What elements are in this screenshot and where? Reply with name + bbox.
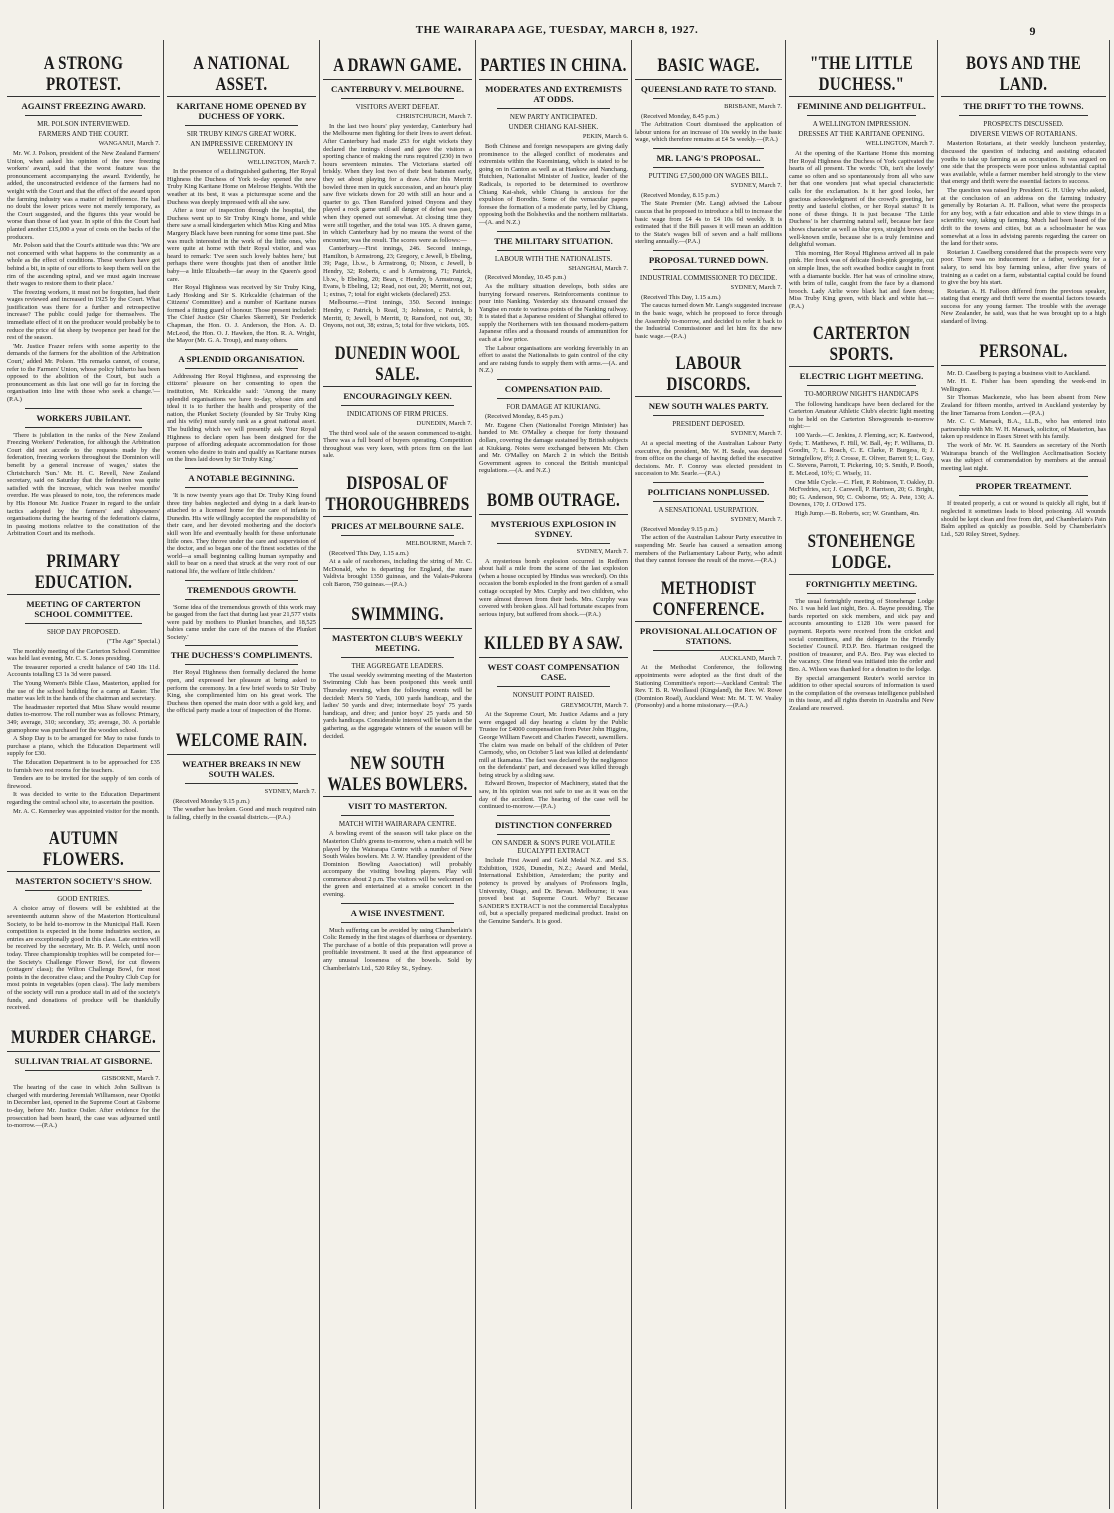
article-subhead: ELECTRIC LIGHT MEETING.	[799, 371, 924, 382]
divider	[497, 815, 610, 816]
article-paragraph: The Arbitration Court dismissed the application of labour unions for an increase of 10s weekly in the basic wage, which therefore remains at £4 5s weekly.—(P.A.)	[635, 121, 782, 144]
divider	[653, 482, 764, 483]
article-paragraph: The freezing workers, it must not be forgotten, had their wages reviewed and increased in 1925 by the Court. What justification was there for a further and retrospective increase? The public could judge for themselves. The immediate effect of it on the producer would probably be to reduce the price of fat sheep by twopence per head for the rest of the season.	[7, 288, 160, 342]
article-subhead: PROVISIONAL ALLOCATION OF STATIONS.	[639, 625, 778, 646]
article-paragraph: The monthly meeting of the Carterton School Committee was held last evening, Mr. C. S. Jones presiding.	[7, 647, 160, 663]
article-subhead: A SPLENDID ORGANISATION.	[178, 353, 305, 364]
article-paragraph: The usual weekly swimming meeting of the Masterton Swimming Club has been postponed this week until Thursday evening, when the following events will be decided: Men's 50 Yards, 100 yards handicap, and the ladies' 50 yards and dive; intermediate boys' 75 yards handicap, and dive; and junior boys' 25 yards and 50 yards handicaps. Considerable interest will be taken in the gathering, as the aggregate winners of the season will be decided.	[323, 671, 472, 740]
article-paragraph: At the opening of the Karitane Home this morning Her Royal Highness the Duchess of York captivated the hearts of all present. The words: 'Oh, isn't she lovely' came so often and so spontaneously from all who saw her that one wonders just what special characteristic calls for the exclamation. Is it her good looks, her gracious acknowledgment of the crowd's greeting, her pretty and tasteful clothes, or her Royal status? It is none of these things. It is just because 'The Little Duchess' is her charming natural self, because her face shows character as well as blue eyes, straight brows and well-known smile, because she is a truly feminine and delightful woman.	[789, 150, 934, 249]
article-paragraph: Her Royal Highness was received by Sir Truby King, Lady Hosking and Sir S. Kirkcaldie (chairman of the Citizens' Committee) and a number of Karitane nurses formed a fitting guard of honour. Those present included: The Chief Justice (Sir Charles Skerrett), Sir Frederick Chapman, the Hon. O. J. Anderson, the Hon. A. D. McLeod, the Hon. O. J. Hawken, the Hon. R. A. Wright, the Mayor (Mr. G. A. Troup), and many others.	[167, 284, 316, 345]
article-paragraph: The hearing of the case in which John Sullivan is charged with murdering Jeremiah Williamson, near Opotiki in December last, opened in the Supreme Court at Gisborne to-day, before Mr. Justice Ostler. After evidence for the prosecution had been heard, the case was adjourned until to-morrow.—(P.A.)	[7, 1084, 160, 1130]
article	[7, 828, 160, 1012]
divider	[497, 686, 610, 687]
article-subhead: TO-MORROW NIGHT'S HANDICAPS	[804, 390, 919, 399]
article-subhead: KARITANE HOME OPENED BY DUCHESS OF YORK.	[176, 101, 307, 121]
divider	[341, 903, 454, 904]
dateline: WELLINGTON, March 7.	[865, 140, 934, 148]
divider	[25, 623, 142, 624]
divider	[25, 427, 142, 428]
dateline: SYDNEY, March 7.	[576, 548, 628, 555]
divider	[323, 79, 472, 80]
article-paragraph: 'It is now twenty years ago that Dr. Truby King found three tiny babies neglected and dying in a dark lean-to attached to a licensed home for the care of infants in Dunedin. His wife willingly accepted the responsibility of their care, and her devoted mothering and the doctor's skill won life and eventually health for these unfortunate little ones. They throve under the care and supervision of the doctor, and so began one of the finest societies of the world—a small beginning calling human sympathy and skill to bear on a need that struck at the very root of our national life, the welfare of little children.'	[167, 491, 316, 575]
article-subhead: PROSPECTS DISCUSSED.	[983, 120, 1064, 128]
article-paragraph: A choice array of flowers will be exhibited at the seventeenth autumn show of the Masterton Horticultural Society, to be held to-morrow in the Municipal Hall. Keen competition is expected in the home industries section, as entries are exceptionally good in this class. Late entries will be received by the secretary, Mr. B. P. Welch, until noon today. Three championship trophies will be competed for—the Society's Challenge Flower Bowl, for cut flowers (cottagers' class); the Wilton Challenge Bowl, for most points in the decorative class; and the Poultry Club Cup for most points in vegetables (open class). The lady members of the society will run a produce stall in aid of the society's funds, and donations of produce will be thankfully received.	[7, 905, 160, 1012]
article	[635, 250, 782, 340]
article-subhead: MYSTERIOUS EXPLOSION IN SYDNEY.	[490, 519, 617, 539]
divider	[497, 834, 610, 835]
divider	[341, 98, 454, 99]
article-paragraph: (Received Monday 9.15 p.m.)	[173, 797, 250, 805]
article-paragraph: (Received Monday, 8.15 p.m.)	[641, 191, 719, 199]
article-subhead: A SENSATIONAL USURPATION.	[658, 506, 759, 515]
article-paragraph: Masterton Rotarians, at their weekly luncheon yesterday, discussed the question of inducing and assisting educated youths to take up farming as an occupation. It was argued on one side that the prospects were poor unless substantial capital was available, while a farmer member held strongly to the view that energy and thrift were the essential factors to success.	[941, 140, 1106, 186]
article-paragraph: Mr. Polson said that the Court's attitude was this: 'We are not concerned with what happens to the community as a whole as the effect of conditions. These workers have got behind a bit, in spite of our efforts to keep them well on the rim of the ascending spiral, and we must again increase their wages to restore them to their place.'	[7, 242, 160, 288]
article-paragraph: The treasurer reported a credit balance of £40 18s 11d. Accounts totalling £3 1s 3d were passed.	[7, 663, 160, 679]
divider	[653, 501, 764, 502]
divider	[25, 115, 142, 116]
article-paragraph: Edward Brown, Inspector of Machinery, stated that the saw, in his opinion was not safe to use as it was on the day of the accident. The hearing of the case will be continued to-morrow.—(P.A.)	[479, 780, 628, 811]
article-subhead: MEETING OF CARTERTON SCHOOL COMMITTEE.	[26, 598, 141, 619]
article-subhead: VISITORS AVERT DEFEAT.	[355, 103, 440, 111]
article-paragraph: The question was raised by President G. H. Utley who asked, at the conclusion of an address on the farming industry generally by Rotarian A. H. Falloon, what were the prospects for any boy, with a fair education and able to view things in a scientific way, taking up farming. Much had been heard of the drift to the towns and cities, but as a schoolmaster he was somewhat at a loss in advising parents regarding the career on the land for their sons.	[941, 186, 1106, 248]
divider	[789, 366, 934, 367]
article-paragraph: The weather has broken. Good and much required rain is falling, chiefly in the coastal districts.—(P.A.)	[167, 806, 316, 821]
article-subhead: NEW SOUTH WALES PARTY.	[648, 401, 769, 412]
article-paragraph: The third wool sale of the season commenced to-night. There was a full board of buyers operating. Competition throughout was very keen, with prices firm on the last sale.	[323, 429, 472, 460]
article	[635, 578, 782, 710]
divider	[941, 365, 1106, 366]
divider	[323, 796, 472, 797]
dateline: SYDNEY, March 7.	[730, 284, 782, 292]
article-paragraph: The Young Women's Bible Class, Masterton, applied for the use of the school building for a camp at Easter. The matter was left in the hands of the chairman and secretary.	[7, 680, 160, 703]
divider	[167, 754, 316, 755]
divider	[959, 495, 1088, 496]
article-paragraph: Include First Award and Gold Medal N.Z. and S.S. Exhibition, 1926, Dunedin, N.Z.; Award and Medal, International Exhibition, Amsterdam; the purity and potency is proved by analyses of Professors Inglis, University, Otago, and Dr. Bevan. Melbourne; it was proved best at Supreme Court. Why? Because SANDER'S EXTRACT is not the commercial Eucalyptus oil, but a specially prepared medicinal product. Insist on the Genuine Sander's. It is good.	[479, 857, 628, 926]
article-paragraph: Melbourne.—First innings, 350. Second innings: Hendry, c Patrick, b Read, 3; Johnston, c Patrick, b Merritt, 0; Jewell, b Merritt, 0; Ransford, not out, 30; Onyons, not out, 38; extras, 5; total for five wickets, 105.	[323, 299, 472, 330]
dateline: BRISBANE, March 7.	[724, 103, 782, 110]
article-headline: KILLED BY A SAW.	[484, 634, 623, 655]
article	[323, 753, 472, 899]
dateline: ("The Age" Special.)	[106, 638, 160, 646]
article-paragraph: 'Mr. Justice Frazer refers with some asperity to the demands of the farmers for the abolition of the Arbitration Court,' added Mr. Polson. 'His remarks cannot, of course, refer to the Farmers' Union, whose policy hitherto has been opposed to the abolition of the Court, but such a pronouncement as this last one will go far in forcing the organisation into line with those who seek a change.'—(P.A.)	[7, 342, 160, 403]
dateline: CHRISTCHURCH, March 7.	[396, 113, 472, 121]
article	[323, 55, 472, 330]
article-subhead: VISIT TO MASTERTON.	[347, 801, 448, 812]
article-paragraph: A mysterious bomb explosion occurred in Redfern about half a mile from the scene of the last explosion (when a house occupied by Hindus was wrecked). On this occasion the bomb exploded in the front garden of a small cottage occupied by Mrs. Curphy and two children, who were almost thrown from their beds. Mrs. Curphy was covered with broken glass. All had fortunate escapes from serious injury, but suffered from shock.—(P.A.)	[479, 557, 628, 618]
divider	[7, 871, 160, 872]
article-subhead: AGAINST FREEZING AWARD.	[21, 101, 146, 111]
article-paragraph: At a special meeting of the Australian Labour Party executive, the president, Mr. W. H. Seale, was deposed from office on the charge of having defied the executive decisions. Mr. F. Conroy was elected president in succession to Mr. Searle.—(P.A.)	[635, 440, 782, 478]
article-subhead: PRICES AT MELBOURNE SALE.	[331, 521, 464, 531]
masthead	[0, 24, 1114, 38]
article-subhead: NONSUIT POINT RAISED.	[512, 691, 595, 700]
article-subhead: ENCOURAGINGLY KEEN.	[343, 390, 452, 401]
article-paragraph: The usual fortnightly meeting of Stonehenge Lodge No. 1 was held last night, Bro. A. Bayne presiding. The bards reported on sick members, and sick pay and accounts amounting to £128 10s were passed for payment. Reports were received from the cricket and social committees, and the delegate to the Friendly Societies' Council. P.D.P. Bro. Hartman resigned the position of treasurer, and P.A. Bro. Pay was elected to the vacancy. One friend was initiated into the order and Bro. A. Wilson was thanked for a donation to the lodge.	[789, 597, 934, 673]
article-headline: DISPOSAL OF THOROUGHBREDS	[325, 473, 470, 515]
divider	[185, 599, 298, 600]
article-subhead: SHOP DAY PROPOSED.	[47, 627, 120, 636]
article	[167, 645, 316, 715]
article-paragraph: (Received Monday, 8.45 p.m.)	[641, 112, 719, 120]
article-paragraph: This morning, Her Royal Highness arrived all in pale pink. Her frock was of delicate flesh-pink georgette, cut on simple lines, the soft swathed bodice caught in front with a diamante buckle. Her hat was of crinoline straw, with brim of tulle, caught from the face by a diamond brooch. Lady Airlie wore black hat and fawn dress; Miss Truby King green, with black and white hat.—(P.A.)	[789, 249, 934, 310]
article-headline: MURDER CHARGE.	[10, 1027, 157, 1048]
divider	[497, 250, 610, 251]
article-headline: PRIMARY EDUCATION.	[34, 551, 133, 593]
article-subhead: COMPENSATION PAID.	[504, 384, 603, 395]
article	[7, 408, 160, 538]
article-subhead: THE DRIFT TO THE TOWNS.	[963, 101, 1084, 111]
article-paragraph: The following handicaps have been declared for the Carterton Amateur Athletic Club's electric light meeting to be held on the Carterton Showgrounds to-morrow night:—	[789, 400, 934, 431]
article-paragraph: As the military situation develops, both sides are hurrying forward reserves. Reinforcements continue to pour into Nanking. Yesterday six thousand crossed the Yangtse en route to various points of the Nanking railway. It is stated that a Japanese resident of Shanghai offered to supply the Northerners with ten thousand modern-pattern Japanese rifles and a thousand rounds of ammunition for each at a low price.	[479, 282, 628, 344]
article-subhead: A NOTABLE BEGINNING.	[188, 472, 295, 483]
article-paragraph: The action of the Australian Labour Party executive in suspending Mr. Searle has caused a sensation among members of the Parliamentary Labour Party, who admit that they cannot foresee the result of the move.—(P.A.)	[635, 534, 782, 565]
article-paragraph: Addressing Her Royal Highness, and expressing the citizens' pleasure on her consenting to open the institution, Mr. Kirkcaldie said: 'Among the many splendid organisations we have to-day, whose aim and ideal it is to further the health and prosperity of the nation, the Plunket Society (founded by Sir Truby King and his wife) must surely rank as a great national asset. The building which we will presently ask Your Royal Highness to declare open has been designed for the purpose of affording adequate accommodation for those women who desire to train and qualify as Karitane nurses on the lines laid down by Sir Truby King.'	[167, 372, 316, 464]
article-paragraph: (Received Monday, 10.45 p.m.)	[485, 274, 567, 282]
article-paragraph: In the presence of a distinguished gathering, Her Royal Highness the Duchess of York to-day opened the new Truby King Karitane Home on Melrose Heights. With the weather at its best, it was a picturesque scene and the Duchess was deeply impressed with all she saw.	[167, 168, 316, 206]
article-paragraph: At a sale of racehorses, including the string of Mr. C. McDonald, who is departing for England, the mare Valdivia brought 1350 guineas, and the Valais-Pukeora colt Baron, 750 guineas.—(P.A.)	[323, 558, 472, 588]
article	[479, 490, 628, 618]
divider	[635, 396, 782, 397]
article-subhead: THE MILITARY SITUATION.	[494, 235, 613, 246]
divider	[653, 148, 764, 149]
article	[635, 148, 782, 246]
article-subhead: TREMENDOUS GROWTH.	[187, 584, 296, 595]
article	[635, 482, 782, 565]
article	[479, 815, 628, 926]
divider	[185, 368, 298, 369]
article-subhead: MASTERTON CLUB'S WEEKLY MEETING.	[331, 632, 464, 653]
article-subhead: INDICATIONS OF FIRM PRICES.	[346, 409, 449, 418]
article-subhead: ON SANDER & SON'S PURE VOLATILE EUCALYPTI EXTRACT	[491, 838, 616, 856]
column	[938, 40, 1110, 1509]
article-subhead: UNDER CHIANG KAI-SHEK.	[508, 123, 599, 132]
article-headline: BOYS AND THE LAND.	[965, 53, 1082, 95]
article-headline: NEW SOUTH WALES BOWLERS.	[327, 753, 468, 796]
divider	[807, 593, 916, 594]
divider	[479, 79, 628, 80]
divider	[479, 657, 628, 658]
article-paragraph: High Jump.—B. Roberts, scr; W. Grantham, 4in.	[795, 509, 920, 517]
article-headline: A DRAWN GAME.	[333, 55, 462, 76]
divider	[497, 543, 610, 544]
article-subhead: THE DUCHESS'S COMPLIMENTS.	[170, 650, 313, 661]
article-subhead: DISTINCTION CONFERRED	[494, 819, 613, 830]
article-paragraph: At the Supreme Court, Mr. Justice Adams and a jury were engaged all day hearing a claim by the Public Trustee for £4000 compensation from Peter John Higgins, George William Fawcett and Charles Fawcett, sawmillers. The claim was made on behalf of the children of Peter Carmody, who, on October 5 last was killed at defendants' mill at Ikamatua. The fact was declared by the negligence on the defendants' part, and deceased was killed through being struck by a sliding saw.	[479, 711, 628, 779]
article-headline: BOMB OUTRAGE.	[486, 490, 621, 511]
divider	[653, 98, 764, 99]
dateline: WELLINGTON, March 7.	[247, 158, 316, 166]
article-subhead: INDUSTRIAL COMMISSIONER TO DECIDE.	[639, 273, 778, 282]
article-paragraph: Mr. Eugene Chen (Nationalist Foreign Minister) has handed to Mr. O'Malley a cheque for forty thousand dollars, covering the damage sustained by British subjects at Kiukiang. Notes were exchanged between Mr. Chen and Mr. O'Malley on March 2 in which the British Government agrees to conceal the British municipal regulations.—(A. and N.Z.)	[479, 421, 628, 475]
divider	[185, 783, 298, 784]
article-subhead: PRESIDENT DEPOSED.	[672, 420, 745, 429]
article	[167, 349, 316, 464]
column	[4, 40, 164, 1509]
dateline: AUCKLAND, March 7.	[719, 654, 782, 662]
article-subhead: WEATHER BREAKS IN NEW SOUTH WALES.	[182, 759, 301, 780]
dateline: DUNEDIN, March 7.	[416, 420, 472, 428]
divider	[959, 476, 1088, 477]
article-subhead: MASTERTON SOCIETY'S SHOW.	[15, 876, 152, 887]
article	[167, 468, 316, 576]
masthead-title: THE WAIRARAPA AGE, TUESDAY, MARCH 8, 1927.	[415, 24, 699, 36]
divider	[185, 487, 298, 488]
dateline: SYDNEY, March 7.	[730, 182, 782, 190]
divider	[25, 890, 142, 891]
divider	[807, 385, 916, 386]
article-paragraph: The State Premier (Mr. Lang) advised the Labour caucus that he proposed to introduce a bill to increase the basic wage from £4 4s to £4 10s 6d weekly. It is estimated that if the Bill passes it will mean an addition to the State's wages bill of seven and a half millions sterling annually.—(P.A.)	[635, 200, 782, 246]
article-subhead: MR. POLSON INTERVIEWED.	[37, 120, 130, 128]
divider	[341, 535, 454, 536]
article-subhead: POLITICIANS NONPLUSSED.	[647, 487, 770, 498]
divider	[807, 115, 916, 116]
dateline: WANGANUI, March 7.	[98, 140, 160, 148]
article-subhead: PROPER TREATMENT.	[975, 481, 1072, 492]
article	[167, 53, 316, 345]
article-headline: "THE LITTLE DUCHESS."	[810, 53, 913, 95]
column	[164, 40, 320, 1509]
article	[323, 903, 472, 973]
article-paragraph: The caucus turned down Mr. Lang's suggested increase in the basic wage, which he proposed to force through the Assembly to-morrow, and decided to refer it back to the Industrial Commissioner and let him fix the new basic wage.—(P.A.)	[635, 302, 782, 340]
article-subhead: AN IMPRESSIVE CEREMONY IN WELLINGTON.	[190, 140, 293, 157]
divider	[7, 1051, 160, 1052]
article-subhead: GOOD ENTRIES.	[57, 895, 110, 904]
article	[323, 473, 472, 589]
article-paragraph: Tenders are to be invited for the supply of ten cords of firewood.	[7, 775, 160, 790]
article-subhead: FORTNIGHTLY MEETING.	[805, 578, 918, 589]
article	[479, 55, 628, 227]
article-headline: METHODIST CONFERENCE.	[652, 578, 765, 620]
article-paragraph: Mr. A. C. Kennerley was appointed visitor for the month.	[13, 807, 160, 815]
divider	[653, 250, 764, 251]
divider	[341, 815, 454, 816]
divider	[185, 664, 298, 665]
divider	[653, 415, 764, 416]
article-subhead: PUTTING £7,500,000 ON WAGES BILL.	[648, 171, 769, 180]
article-subhead: SIR TRUBY KING'S GREAT WORK.	[186, 130, 297, 138]
divider	[653, 167, 764, 168]
article	[941, 476, 1106, 538]
article-paragraph: 'There is jubilation in the ranks of the New Zealand Freezing Workers' Federation, for although the Arbitration Court did not accede to the requests made by the federation, freezing workers throughout the Dominion will benefit by a general increase of wages,' states the Christchurch 'Sun.' Mr. H. C. Revell, New Zealand secretary, said on Saturday that the federation was quite satisfied with the increase, which was twelve months' overdue. He was pleased to note, too, the references made by His Honour Mr. Justice Frazer in regard to the unfair tactics adopted by the farmers' and shipowners' organisations during the hearing of the federation's claims, in passing motions relative to the constitution of the Arbitration Court and its methods.	[7, 431, 160, 538]
article-headline: PERSONAL.	[979, 341, 1068, 362]
dateline: GREYMOUTH, March 7.	[560, 701, 628, 709]
article-subhead: CANTERBURY V. MELBOURNE.	[331, 84, 464, 94]
article-subhead: DRESSES AT THE KARITANE OPENING.	[798, 130, 925, 139]
article-subhead: MR. LANG'S PROPOSAL.	[656, 152, 761, 163]
article-paragraph: (Received Monday 9.15 p.m.)	[641, 525, 718, 533]
article-headline: SWIMMING.	[351, 604, 444, 625]
column	[632, 40, 786, 1509]
article-subhead: THE AGGREGATE LEADERS.	[351, 661, 444, 670]
article-headline: DUNEDIN WOOL SALE.	[334, 343, 461, 385]
article-paragraph: Rotarian J. Caselberg considered that the prospects were very poor. There was no inducement for a father, working for a salary, to send his boy farming unless, after five years of training as a cadet on a farm, substantial capital could be found to give the boy his start.	[941, 248, 1106, 287]
divider	[497, 379, 610, 380]
divider	[479, 514, 628, 515]
page-number: 9	[1029, 24, 1036, 38]
dateline: SYDNEY, March 7.	[730, 430, 782, 438]
article-paragraph: By special arrangement Reuter's world service in addition to other special sources of information is used in the compilation of the overseas intelligence published in this issue, and all rights therein in Australia and New Zealand are reserved.	[789, 674, 934, 712]
article	[479, 379, 628, 475]
article-paragraph: After a tour of inspection through the hospital, the Duchess went up to Sir Truby King's home, and while there saw a small kindergarten which Miss King and Miss Margery Black have been running for some time past. She was much interested in the work of the little ones, who were quite at home with their Royal visitor, and was heard to remark: 'I've seen such lovely babies here,' but perhaps there were thoughts just then of another little baby—a little Elizabeth—far away in the Queen's good care.	[167, 207, 316, 283]
article-paragraph: In the last two hours' play yesterday, Canterbury had the Melbourne men fighting for their lives to avert defeat. After Canterbury had made 253 for eight wickets they declared the innings closed and gave the visitors a sporting chance of making the runs required (230) in two hours seventeen minutes. The Victorians started off briskly. When they lost two of their best batsmen early, they set about playing for a draw. After this Merritt bowled three men in quick succession, and an hour's play saw five wickets down for 20 with still an hour and a quarter to go. Then Ransford joined Onyons and they played a rock game until all danger of defeat was past, when they opened out somewhat. At closing time they were still together, and the total was 105. A drawn game, in which Canterbury had by no means the worst of the encounter, was the result. The scores were as follows:—	[323, 122, 472, 244]
dateline: SHANGHAI, March 7.	[568, 264, 628, 272]
article-subhead: WEST COAST COMPENSATION CASE.	[487, 662, 620, 683]
divider	[25, 408, 142, 409]
dateline: SYDNEY, March 7.	[264, 788, 316, 796]
divider	[185, 580, 298, 581]
article	[479, 636, 628, 811]
article-paragraph: Mr. D. Caselberg is paying a business visit to Auckland.	[947, 369, 1091, 377]
article	[7, 551, 160, 815]
article-paragraph: It was decided to write to the Education Department regarding the central school site, to ascertain the position.	[7, 791, 160, 806]
article-paragraph: Her Royal Highness then formally declared the home open, and expressed her pleasure at being asked to perform the ceremony. In a few brief words to Sir Truby King, she complimented him on his great work. The Duchess then opened the main door with a gold key, and the official party made a tour of inspection of the Home.	[167, 669, 316, 715]
column	[320, 40, 476, 1509]
article	[789, 531, 934, 713]
divider	[959, 115, 1088, 116]
article-subhead: FOR DAMAGE AT KIUKIANG.	[506, 403, 601, 412]
article-subhead: DIVERSE VIEWS OF ROTARIANS.	[969, 130, 1078, 139]
article-paragraph: A Shop Day is to be arranged for May to raise funds to purchase a piano, which the Education Department will supply for £30.	[7, 735, 160, 758]
article-paragraph: Much suffering can be avoided by using Chamberlain's Colic Remedy in the first stages of diarrhoea or dysentery. The purchase of a bottle of this preparation will prove a profitable investment. It used at the first appearance of any unusual looseness of the bowels. Sold by Chamberlain's Ltd., 520 Riley St., Sydney.	[323, 926, 473, 972]
dateline: SYDNEY, March 7.	[730, 516, 782, 524]
article	[323, 604, 472, 741]
divider	[323, 628, 472, 629]
article	[167, 580, 316, 642]
article-paragraph: The headmaster reported that Miss Shaw would resume duties to-morrow. The roll number was as follows: Primary, 349; average, 310; secondary, 35; average, 30. A portable gramophone was purchased for the wooden school.	[7, 703, 160, 734]
article	[479, 231, 628, 376]
article-paragraph: Mr. H. E. Fisher has been spending the week-end in Wellington.	[941, 378, 1106, 393]
dateline: MELBOURNE, March 7.	[405, 540, 472, 547]
article-subhead: MODERATES AND EXTREMISTS AT ODDS.	[485, 84, 622, 104]
divider	[185, 645, 298, 646]
article-paragraph: 'Some idea of the tremendous growth of this work may be gauged from the fact that during last year 21,577 visits were paid by mothers to Plunket branches, and 18,525 babies came under the care of the nurses of the Plunket Society.'	[167, 603, 316, 641]
article-subhead: FARMERS AND THE COURT.	[38, 130, 129, 139]
divider	[185, 125, 298, 126]
article-paragraph: One Mile Cycle.—C. Flett, P. Robinson, T. Oakley, D. McFredries, scr; J. Carswell, P. Harrison, 20; G. Bright, 80; G. Anderson, 90; C. Osborne, 95; A. Pete, 130; A. Downes, 170; J. O'Dowd 175.	[789, 478, 934, 509]
article-headline: PARTIES IN CHINA.	[480, 55, 627, 76]
divider	[25, 1070, 142, 1071]
article-paragraph: Mr. C. C. Marsack, B.A., LL.B., who has entered into partnership with Mr. W. H. Marsack, solicitor, of Masterton, has taken up residence in Essex Street with his family.	[941, 418, 1106, 441]
column	[476, 40, 632, 1509]
article	[323, 343, 472, 460]
article-headline: STONEHENGE LODGE.	[807, 531, 916, 573]
divider	[341, 405, 454, 406]
article	[7, 53, 160, 404]
article	[635, 55, 782, 144]
article	[941, 341, 1106, 473]
article-headline: CARTERTON SPORTS.	[812, 324, 911, 366]
article-paragraph: The work of Mr. W. H. Saunders as secretary of the North Wairarapa branch of the Wellington Acclimatisation Society was the subject of commendation by members at the annual meeting last night.	[941, 442, 1106, 472]
divider	[497, 108, 610, 109]
article-subhead: WORKERS JUBILANT.	[36, 412, 131, 423]
article	[7, 1027, 160, 1130]
dateline: GISBORNE, March 7.	[101, 1074, 160, 1082]
article	[789, 53, 934, 310]
article-headline: A NATIONAL ASSET.	[193, 53, 290, 95]
article-subhead: NEW PARTY ANTICIPATED.	[509, 113, 598, 121]
divider	[497, 398, 610, 399]
article-paragraph: A bowling event of the season will take place on the Masterton Club's greens to-morrow, when a match will be played by the Wairarapa Centre with a number of New South Wales bowlers. Mr. J. W. Handley (president of the Dominion Bowling Association) will probably accompany the visiting bowling players. Play will commence about 2 p.m. The visitors will be welcomed on the green and entertained at a smoke concert in the evening.	[323, 830, 472, 899]
column	[786, 40, 938, 1509]
article-subhead: A WELLINGTON IMPRESSION.	[812, 120, 911, 128]
article-headline: A STRONG PROTEST.	[43, 53, 124, 95]
article-headline: LABOUR DISCORDS.	[666, 354, 751, 396]
divider	[635, 79, 782, 80]
article-paragraph: (Received Monday, 8.45 p.m.)	[485, 413, 563, 421]
divider	[653, 269, 764, 270]
article	[789, 324, 934, 517]
article-paragraph: If treated properly, a cut or wound is quickly all right, but if neglected it sometimes leads to blood poisoning. All wounds should be kept clean and free from dirt, and Chamberlain's Pain Balm applied as quickly as possible. Sold by Chamberlain's Ltd., 520 Riley Street, Sydney.	[941, 500, 1106, 538]
article-subhead: PROPOSAL TURNED DOWN.	[648, 254, 769, 265]
article-paragraph: 100 Yards.—C. Jenkins, J. Fleming, scr; K. Eastwood, 6yds; T. Matthews, F. Hill, W. Ball, 4y; F. Williams, D. Goodin, 7; L. Roach, C. E. Clarke, P. Burgess, 8; J. Stringfellow, 8½; J. Crosse, E. Oliver, Barrett 9; L. Guy, C. Stevens, Parrott, T. Pickering, 10; S. Smith, P. Booth, E. McLeod, 10½; C. Wisely, 11.	[789, 432, 934, 478]
article-headline: BASIC WAGE.	[657, 55, 760, 76]
article	[167, 730, 316, 821]
article-subhead: SULLIVAN TRIAL AT GISBORNE.	[14, 1055, 153, 1066]
article-subhead: FEMININE AND DELIGHTFUL.	[797, 101, 926, 111]
article-paragraph: Mr. W. J. Polson, president of the New Zealand Farmers' Union, when asked his opinion of the new freezing workers' award, said that the worst feature was the pronouncement accompanying the award. Evidently, he added, the unconstructed evidence of the farmers had no weight with the Court and that the effect of the award upon the farming industry was a matter of indifference. He had no doubt the lower prices were not merely temporary, as the Court suggested, and the figures this year would be worse than those of last year. In spite of this the Court had planted another £15,000 a year of costs on the backs of the producers.	[7, 150, 160, 241]
article-subhead: QUEENSLAND RATE TO STAND.	[640, 84, 777, 94]
article	[941, 53, 1106, 326]
article-headline: AUTUMN FLOWERS.	[42, 828, 125, 871]
article-subhead: A WISE INVESTMENT.	[350, 907, 445, 918]
article	[635, 354, 782, 478]
article-subhead: MATCH WITH WAIRARAPA CENTRE.	[338, 820, 457, 829]
article-paragraph: Rotarian A. H. Falloon differed from the previous speaker, stating that energy and thrift were the essential factors towards success for any young farmer. The trouble with the average New Zealander, he said, was that he was brought up to a high standard of living.	[941, 287, 1106, 326]
divider	[497, 231, 610, 232]
divider	[653, 650, 764, 651]
article-paragraph: The Labour organisations are working feverishly in an effort to assist the Nationalists to gain control of the city and are raising funds to supply them with arms.—(A. and N.Z.)	[479, 344, 628, 375]
article-paragraph: At the Methodist Conference, the following appointments were adopted as the first draft of the Stationing Committee's report:—Auckland Central: The Rev. T. B. R. Woollassil (Kingsland), the Rev. W. Rowe (Dominion Road), Auckland West: Mr. M. T. W. Vealey (Ponsonby) and a home missionary.—(P.A.)	[635, 664, 782, 710]
divider	[185, 349, 298, 350]
article-paragraph: (Received This Day, 1.15 a.m.)	[329, 549, 409, 557]
dateline: PEKIN, March 6.	[582, 133, 628, 141]
article-paragraph: (Received This Day, 1.15 a.m.)	[641, 293, 721, 301]
article-headline: WELCOME RAIN.	[175, 730, 308, 751]
divider	[185, 468, 298, 469]
divider	[341, 922, 454, 923]
article-paragraph: The Education Department is to be approached for £35 to furnish two rest rooms for the teachers.	[7, 759, 160, 774]
divider	[341, 657, 454, 658]
article-paragraph: Canterbury.—First innings, 246. Second innings, Hamilton, b Armstrong, 23; Gregory, c Jewell, b Ebeling, 39; Page, l.b.w., b Armstrong, 0; Nixon, c Jewell, b Hendry, 32; Roberts, c and b Armstrong, 71; Patrick, l.b.w., b Ebeling, 20; Bean, c Hendry, b Armstrong, 2; Evans, b Ebeling, 12; Read, not out, 20; Merritt, not out, 1; extras, 7; total for eight wickets (declared) 253.	[323, 245, 472, 298]
article-paragraph: Both Chinese and foreign newspapers are giving daily prominence to the alleged conflict of moderates and extremists within the Kuomintang, which is stated to be going on in Canton as well as at Hankow and Nanchang. Hutchien, Nationalist Minister of Justice, leader of the Radicals, is reported to be determined to overthrow Chiang Kai-shek, while Chiang is anxious for the expulsion of Borodin. Some of the vernacular papers foresee the formation of a moderate party, led by Chiang, opposing both the Bolsheviks and the northern militarists.—(A. and N.Z.)	[479, 143, 628, 226]
article-subhead: LABOUR WITH THE NATIONALISTS.	[494, 254, 613, 263]
article-paragraph: Sir Thomas Mackenzie, who has been absent from New Zealand for fifteen months, arrived in Auckland yesterday by the liner Tamaroa from London.—(P.A.)	[941, 394, 1106, 417]
